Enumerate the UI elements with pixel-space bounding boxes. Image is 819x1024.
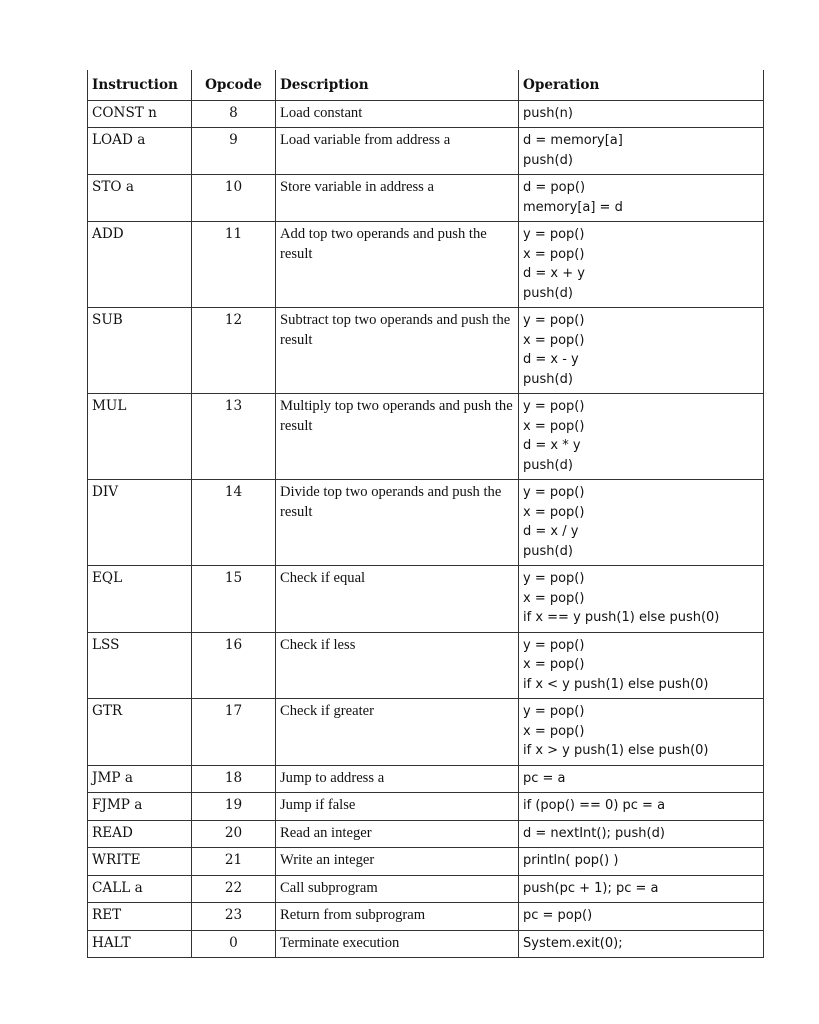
operation-line: push(pc + 1); pc = a (523, 880, 659, 896)
operation-cell (519, 566, 764, 633)
operation-cell (519, 175, 764, 222)
description-cell: Multiply top two operands and push the result (276, 394, 519, 480)
opcode-cell: 21 (192, 848, 276, 876)
description-cell: Load variable from address a (276, 128, 519, 175)
opcode-cell: 19 (192, 793, 276, 821)
operation-line: y = pop() (523, 399, 585, 414)
operation-cell (519, 820, 764, 848)
description-cell: Call subprogram (276, 875, 519, 903)
operation-line: x = pop() (523, 590, 585, 606)
description-cell: Load constant (276, 100, 519, 128)
operation-cell (519, 793, 764, 821)
operation-cell (519, 848, 764, 876)
operation-line: y = pop() (523, 704, 585, 719)
description-cell: Jump to address a (276, 765, 519, 793)
operation-line: if x < y push(1) else push(0) (523, 676, 709, 692)
header-operation: Operation (519, 70, 764, 100)
description-cell: Subtract top two operands and push the result (276, 308, 519, 394)
table-row (88, 222, 764, 308)
table-row (88, 308, 764, 394)
description-cell: Jump if false (276, 793, 519, 821)
operation-cell (519, 875, 764, 903)
description-cell: Check if less (276, 632, 519, 699)
instruction-cell: LOAD a (88, 128, 192, 175)
description-cell: Divide top two operands and push the result (276, 480, 519, 566)
instruction-cell: HALT (88, 930, 192, 958)
instruction-cell: FJMP a (88, 793, 192, 821)
operation-line: d = nextInt(); push(d) (523, 825, 665, 841)
opcode-cell: 16 (192, 632, 276, 699)
operation-line: y = pop() (523, 227, 585, 242)
table-row (88, 765, 764, 793)
table-header-row (88, 70, 764, 100)
instruction-cell: STO a (88, 175, 192, 222)
operation-cell (519, 480, 764, 566)
instruction-cell: SUB (88, 308, 192, 394)
operation-cell (519, 903, 764, 931)
opcode-cell: 23 (192, 903, 276, 931)
instruction-cell: ADD (88, 222, 192, 308)
operation-line: if (pop() == 0) pc = a (523, 798, 666, 813)
operation-line: push(d) (523, 371, 573, 387)
operation-line: pc = pop() (523, 908, 593, 923)
operation-line: d = pop() (523, 180, 586, 195)
operation-line: y = pop() (523, 485, 585, 500)
operation-line: x = pop() (523, 723, 585, 739)
operation-line: x = pop() (523, 657, 585, 672)
instruction-cell: CALL a (88, 875, 192, 903)
opcode-cell: 18 (192, 765, 276, 793)
instruction-cell: CONST n (88, 100, 192, 128)
description-cell: Return from subprogram (276, 903, 519, 931)
operation-line: d = x * y (523, 438, 581, 453)
operation-line: x = pop() (523, 504, 585, 520)
operation-line: d = memory[a] (523, 133, 623, 148)
instruction-cell: EQL (88, 566, 192, 633)
instruction-cell: READ (88, 820, 192, 848)
operation-line: pc = a (523, 770, 566, 786)
operation-line: y = pop() (523, 571, 585, 586)
operation-line: if x == y push(1) else push(0) (523, 610, 720, 625)
operation-line: y = pop() (523, 637, 585, 653)
opcode-cell: 17 (192, 699, 276, 766)
operation-line: push(d) (523, 457, 573, 473)
operation-cell (519, 394, 764, 480)
table-row (88, 175, 764, 222)
table-row (88, 930, 764, 958)
instruction-set-table (87, 70, 764, 958)
opcode-cell: 12 (192, 308, 276, 394)
operation-cell (519, 128, 764, 175)
operation-line: memory[a] = d (523, 199, 623, 215)
operation-cell (519, 699, 764, 766)
description-cell: Check if greater (276, 699, 519, 766)
operation-line: x = pop() (523, 332, 585, 348)
table-row (88, 128, 764, 175)
instruction-cell: WRITE (88, 848, 192, 876)
operation-line: if x > y push(1) else push(0) (523, 743, 709, 758)
operation-cell (519, 222, 764, 308)
table-row (88, 480, 764, 566)
operation-cell (519, 100, 764, 128)
operation-line: push(d) (523, 285, 573, 301)
operation-line: d = x - y (523, 352, 579, 367)
table-row (88, 632, 764, 699)
opcode-cell: 11 (192, 222, 276, 308)
description-cell: Write an integer (276, 848, 519, 876)
opcode-cell: 9 (192, 128, 276, 175)
operation-cell (519, 632, 764, 699)
operation-line: d = x + y (523, 266, 585, 281)
description-cell: Add top two operands and push the result (276, 222, 519, 308)
opcode-cell: 0 (192, 930, 276, 958)
table-row (88, 793, 764, 821)
operation-line: push(d) (523, 543, 573, 559)
opcode-cell: 22 (192, 875, 276, 903)
operation-line: y = pop() (523, 313, 585, 328)
opcode-cell: 14 (192, 480, 276, 566)
table-row (88, 820, 764, 848)
operation-line: x = pop() (523, 246, 585, 262)
operation-cell (519, 308, 764, 394)
description-cell: Read an integer (276, 820, 519, 848)
table-row (88, 903, 764, 931)
description-cell: Store variable in address a (276, 175, 519, 222)
table-row (88, 100, 764, 128)
header-instruction: Instruction (88, 70, 192, 100)
table-row (88, 848, 764, 876)
description-cell: Terminate execution (276, 930, 519, 958)
instruction-cell: DIV (88, 480, 192, 566)
instruction-cell: LSS (88, 632, 192, 699)
operation-line: println( pop() ) (523, 853, 619, 868)
table-row (88, 875, 764, 903)
instruction-cell: JMP a (88, 765, 192, 793)
operation-line: push(d) (523, 152, 573, 168)
instruction-cell: RET (88, 903, 192, 931)
opcode-cell: 20 (192, 820, 276, 848)
operation-cell (519, 930, 764, 958)
opcode-cell: 15 (192, 566, 276, 633)
operation-line: x = pop() (523, 418, 585, 434)
instruction-cell: GTR (88, 699, 192, 766)
table-row (88, 394, 764, 480)
operation-cell (519, 765, 764, 793)
description-cell: Check if equal (276, 566, 519, 633)
opcode-cell: 8 (192, 100, 276, 128)
table-row (88, 566, 764, 633)
operation-line: push(n) (523, 105, 573, 121)
instruction-cell: MUL (88, 394, 192, 480)
operation-line: d = x / y (523, 524, 579, 539)
opcode-cell: 13 (192, 394, 276, 480)
opcode-cell: 10 (192, 175, 276, 222)
header-opcode: Opcode (192, 70, 276, 100)
table-row (88, 699, 764, 766)
operation-line: System.exit(0); (523, 935, 623, 951)
header-description: Description (276, 70, 519, 100)
